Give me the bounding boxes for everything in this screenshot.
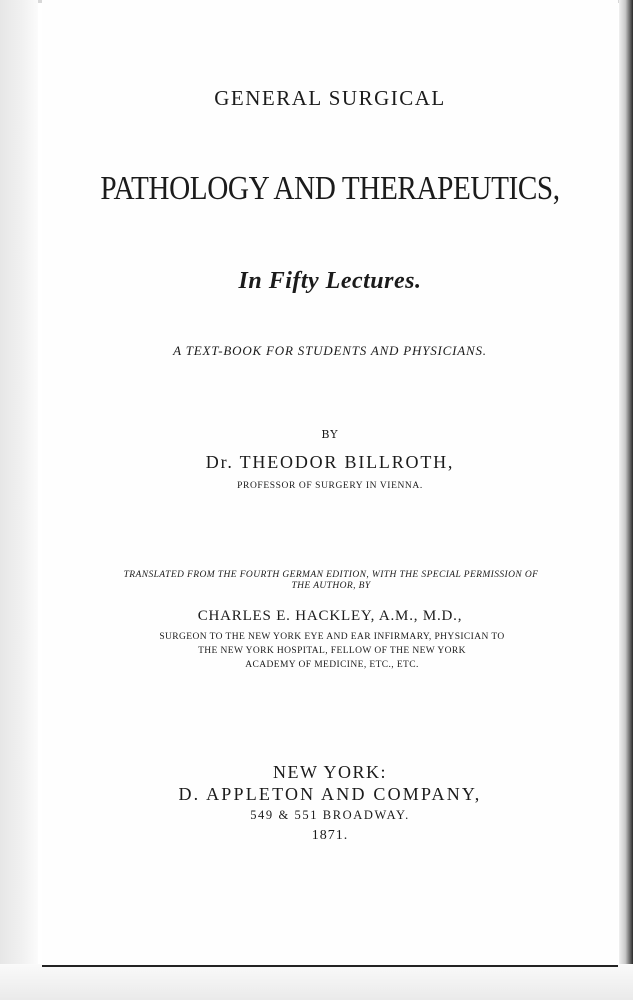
title-page <box>42 0 618 967</box>
title-line-2: PATHOLOGY AND THERAPEUTICS, <box>100 170 560 207</box>
publication-year: 1871. <box>311 828 349 843</box>
subtitle: A TEXT-BOOK FOR STUDENTS AND PHYSICIANS. <box>173 343 487 358</box>
translator-description <box>132 630 532 672</box>
scan-left-margin <box>0 0 38 1000</box>
scan-right-edge <box>619 0 633 1000</box>
author-title: PROFESSOR OF SURGERY IN VIENNA. <box>237 481 423 491</box>
scan-bottom-margin <box>0 964 633 1000</box>
translator-desc-line: ACADEMY OF MEDICINE, ETC., ETC. <box>245 660 419 670</box>
title-line-3: In Fifty Lectures. <box>238 268 422 294</box>
translation-note: TRANSLATED FROM THE FOURTH GERMAN EDITION, WITH THE SPECIAL PERMISSION OF THE AUTHOR, BY <box>123 569 539 591</box>
translator-name: CHARLES E. HACKLEY, A.M., M.D., <box>197 608 463 624</box>
by-line: BY <box>321 428 339 441</box>
author-name: Dr. THEODOR BILLROTH, <box>205 452 455 472</box>
publisher-city: NEW YORK: <box>273 762 387 782</box>
title-line-1: GENERAL SURGICAL <box>214 86 446 110</box>
publisher-address: 549 & 551 BROADWAY. <box>250 808 410 822</box>
translator-desc-line: THE NEW YORK HOSPITAL, FELLOW OF THE NEW YORK <box>198 646 466 656</box>
publisher-name: D. APPLETON AND COMPANY, <box>178 784 482 804</box>
translator-desc-line: SURGEON TO THE NEW YORK EYE AND EAR INFIRMARY, PHYSICIAN TO <box>159 632 505 642</box>
